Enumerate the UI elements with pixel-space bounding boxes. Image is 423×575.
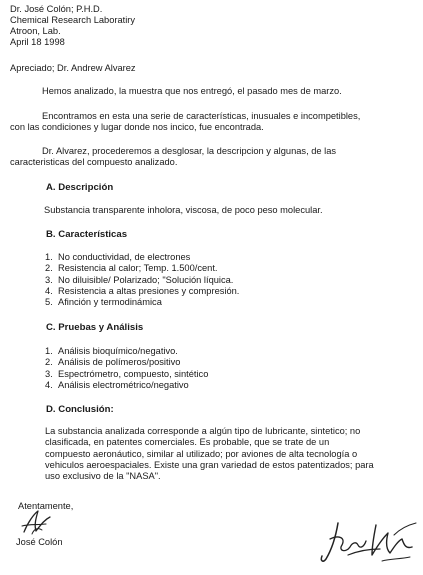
item-text: No conductividad, de electrones [58, 252, 191, 262]
conclusion-line: vehiculos aeroespaciales. Existe una gran variedad de estos patentizados; para [45, 460, 374, 470]
item-text: Espectrómetro, compuesto, sintético [58, 369, 209, 379]
item-number: 4. [45, 286, 53, 296]
handwritten-signature [318, 515, 420, 571]
caracteristicas-item [45, 275, 233, 286]
letter-date: April 18 1998 [10, 37, 65, 47]
item-text: Análisis electrométrico/negativo [58, 380, 189, 390]
item-number: 2. [45, 357, 53, 367]
item-text: Resistencia a altas presiones y compresión. [58, 286, 240, 296]
section-conclusion-heading: D. Conclusión: [46, 404, 114, 415]
item-text: Análisis de polímeros/positivo [58, 357, 181, 367]
paragraph-3-line-1: Dr. Alvarez, procederemos a desglosar, la descripcion y algunas, de las [42, 146, 337, 156]
caracteristicas-item [45, 286, 239, 297]
item-text: Afinción y termodinámica [58, 297, 162, 307]
item-number: 1. [45, 252, 53, 262]
item-number: 4. [45, 380, 53, 390]
conclusion-line: uso exclusivo de la "NASA". [45, 471, 161, 481]
pruebas-item [45, 380, 189, 391]
caracteristicas-item [45, 297, 162, 308]
pruebas-item [45, 346, 178, 357]
caracteristicas-item [45, 263, 218, 274]
sender-name: Dr. José Colón; P.H.D. [10, 4, 103, 14]
paragraph-3-line-2: caracteristicas del compuesto analizado. [10, 157, 178, 167]
paragraph-2-line-1: Encontramos en esta una serie de características, inusuales e incompetibles, [42, 111, 361, 121]
paragraph-1-line-1: Hemos analizado, la muestra que nos entregó, el pasado mes de marzo. [42, 86, 342, 96]
item-text: Resistencia al calor; Temp. 1.500/cent. [58, 263, 218, 273]
item-number: 3. [45, 369, 53, 379]
item-number: 1. [45, 346, 53, 356]
sender-location: Atroon, Lab. [10, 26, 61, 36]
item-number: 2. [45, 263, 53, 273]
section-pruebas-heading: C. Pruebas y Análisis [46, 322, 144, 333]
signer-name: José Colón [16, 537, 63, 547]
conclusion-line: clasificada, en patentes comerciales. Es probable, que se trate de un [45, 437, 330, 447]
paragraph-2-line-2: con las condiciones y lugar donde nos incico, fue encontrada. [10, 122, 264, 132]
initials-signature [20, 508, 54, 538]
sender-lab: Chemical Research Laboratiry [10, 15, 136, 25]
pruebas-item [45, 357, 180, 368]
conclusion-line: compuesto aeronáutico, similar al utilizado; por aviones de alta tecnología o [45, 449, 358, 459]
valediction: Atentamente, [18, 501, 74, 511]
item-text: Análisis bioquímico/negativo. [58, 346, 178, 356]
section-descripcion-heading: A. Descripción [46, 182, 114, 193]
conclusion-line: La substancia analizada corresponde a algún tipo de lubricante, sintetico; no [45, 426, 361, 436]
item-number: 5. [45, 297, 53, 307]
greeting: Apreciado; Dr. Andrew Alvarez [10, 63, 136, 73]
section-descripcion-text: Substancia transparente inholora, viscosa, de poco peso molecular. [44, 205, 323, 215]
section-caracteristicas-heading: B. Características [46, 229, 128, 240]
caracteristicas-item [45, 252, 190, 263]
pruebas-item [45, 369, 208, 380]
item-number: 3. [45, 275, 53, 285]
item-text: No diluisible/ Polarizado; "Solución líquica. [58, 275, 234, 285]
